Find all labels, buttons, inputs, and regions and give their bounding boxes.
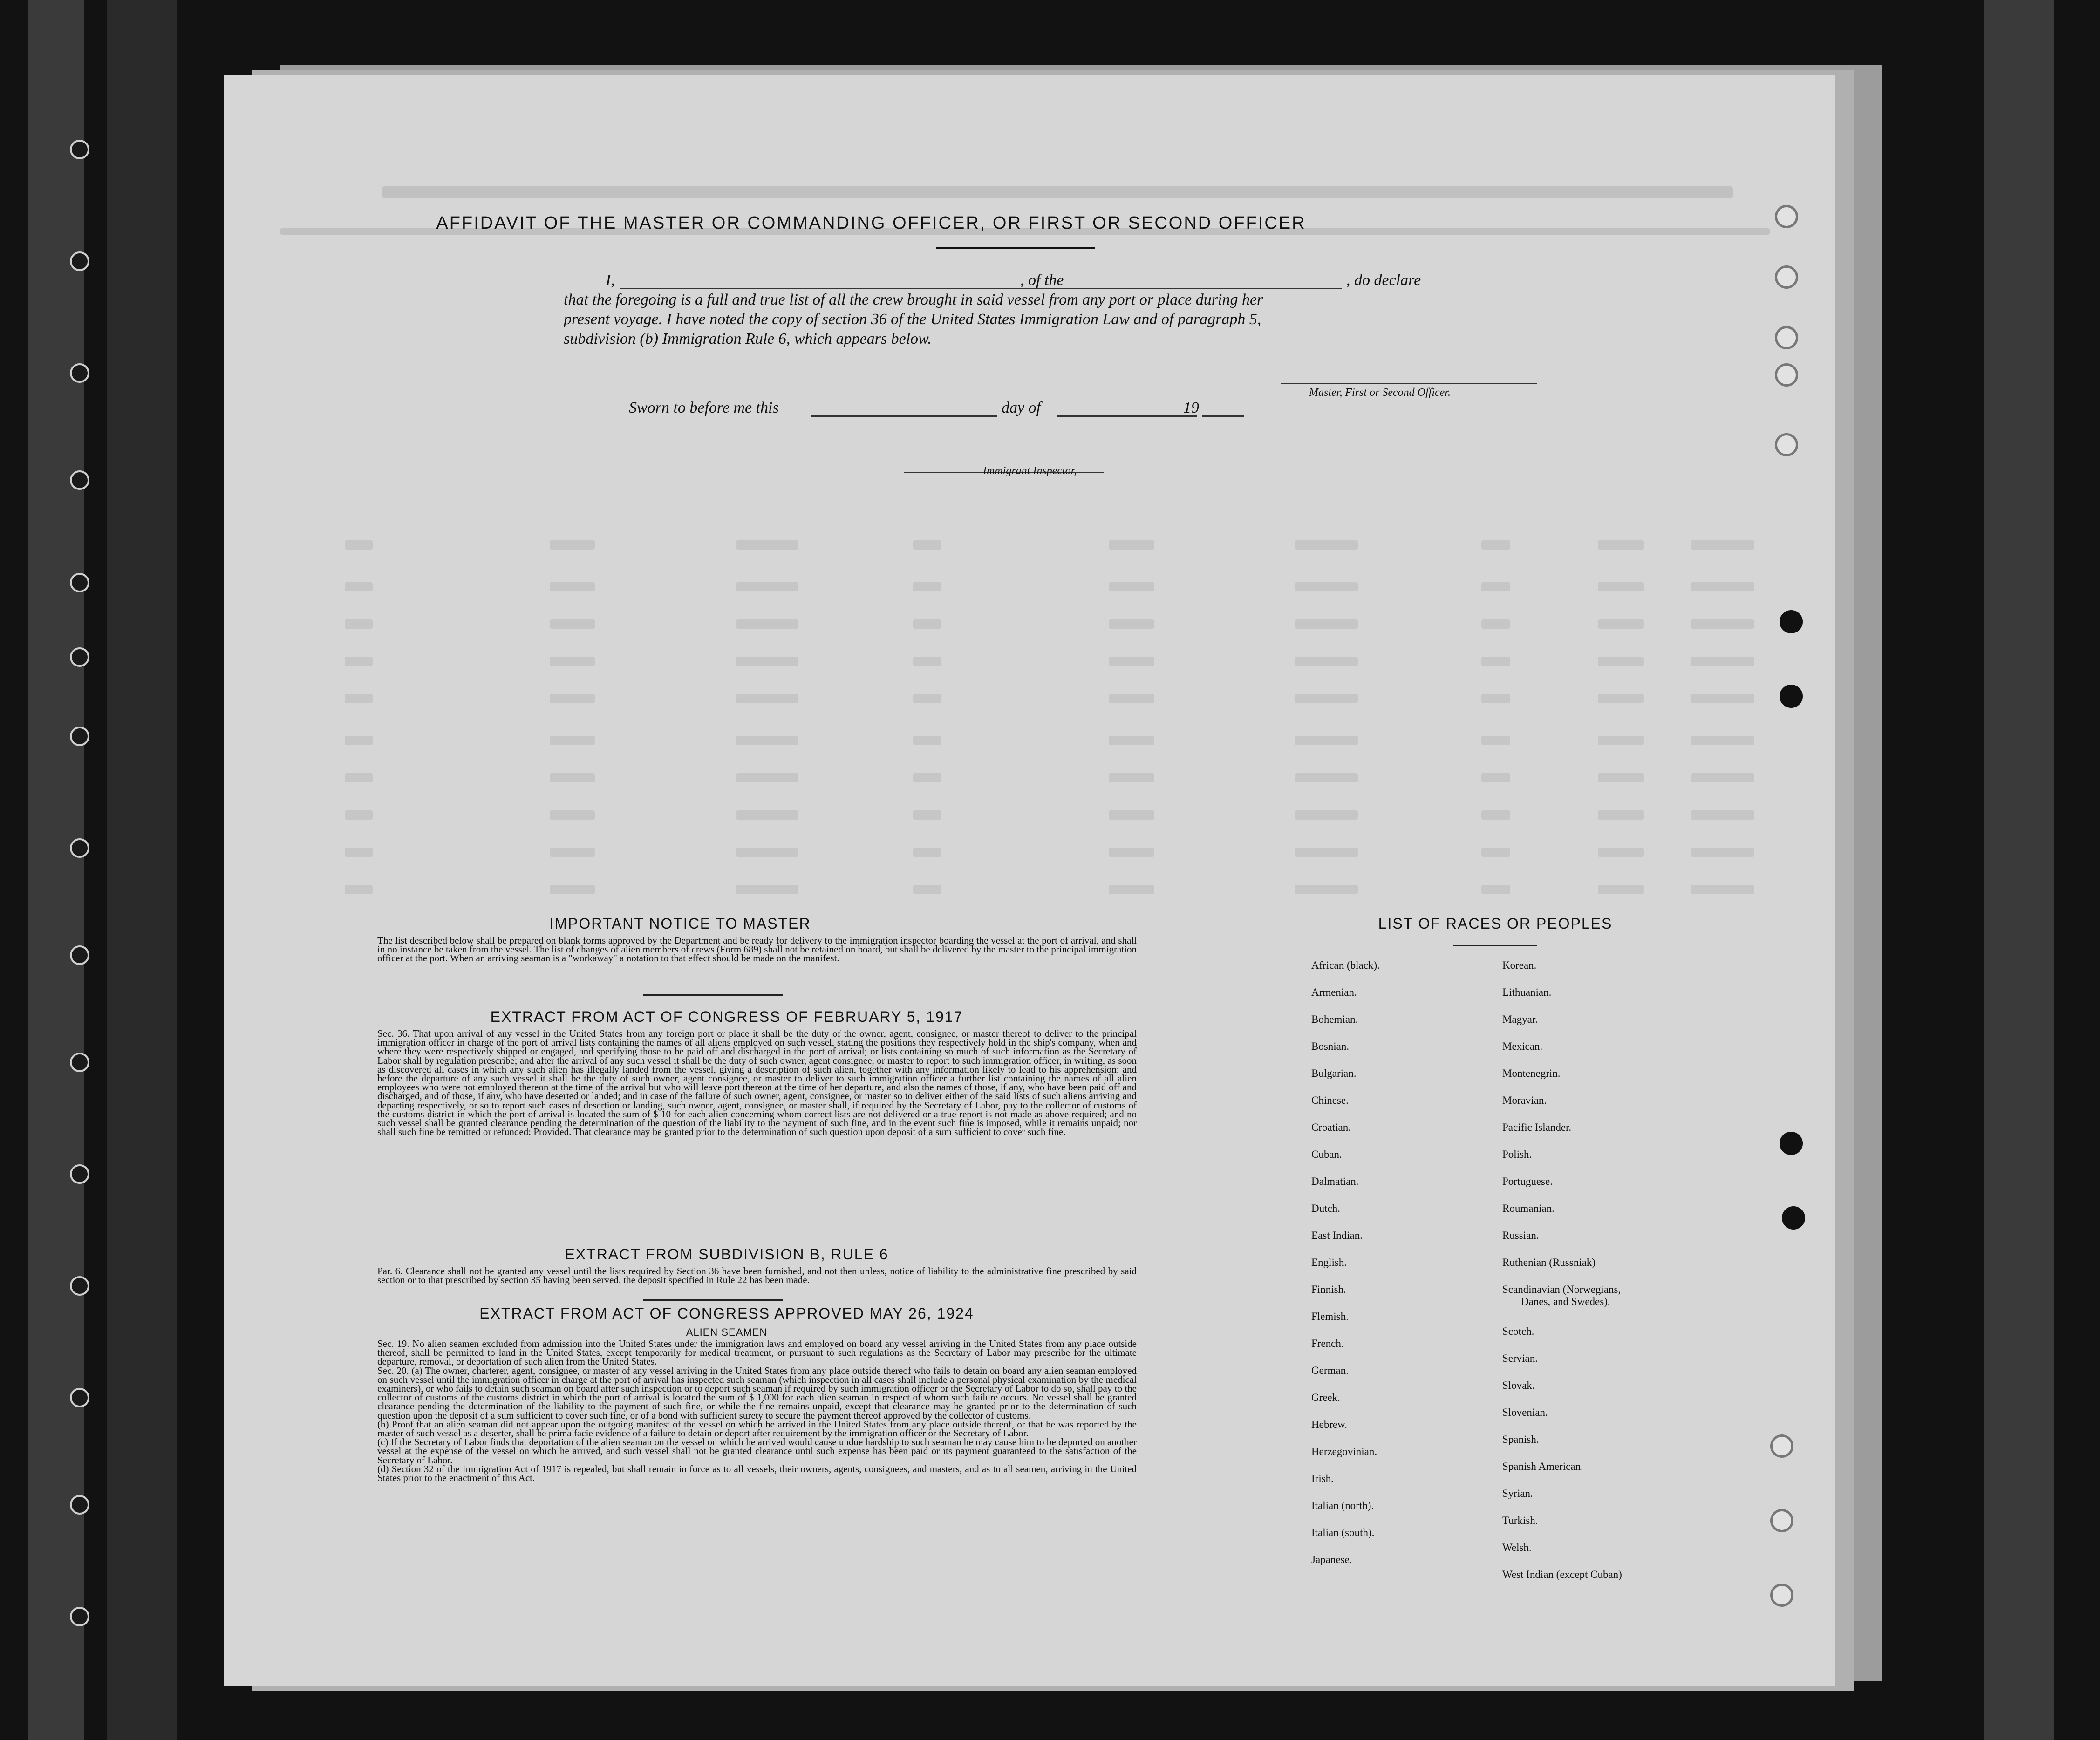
bleed-through-mark [913,694,941,703]
race-item: Dutch. [1311,1203,1340,1214]
race-item: French. [1311,1338,1344,1349]
race-item: Ruthenian (Russniak) [1502,1257,1595,1268]
notice-text: The list described below shall be prepared on blank forms approved by the Department and be ready for delivery to the immigration inspector boarding the vessel at the port of arrival, and shall in no instance be taken from the vessel. The list of changes of alien members of crews (Form 689) shall not be retained on board, but shall be delivered by the master to the principal immigration officer at the port. When an arriving seaman is a "workaway" a notation to that effect should be made on the manifest. [377,935,1137,964]
bleed-through-mark [1481,619,1510,629]
bleed-through-mark [736,694,798,703]
race-item: Irish. [1311,1473,1334,1484]
race-item: Chinese. [1311,1094,1349,1106]
binder-hole [70,945,89,965]
bleed-through-mark [913,885,941,894]
bleed-through-mark [550,773,595,782]
bleed-through-mark [1691,736,1754,745]
bleed-through-mark [1598,657,1644,666]
bleed-through-mark [345,619,373,629]
bleed-through-mark [1691,885,1754,894]
notice-rule [643,994,783,996]
page-hole [1780,1132,1803,1155]
notice-title: IMPORTANT NOTICE TO MASTER [549,915,811,932]
affidavit-declare: , do declare [1346,272,1421,289]
bleed-through-mark [1598,885,1644,894]
bleed-through-mark [1481,657,1510,666]
bleed-through-mark [1691,810,1754,820]
race-item: Turkish. [1502,1515,1538,1526]
bleed-through-mark [736,657,798,666]
page-hole [1780,685,1803,708]
race-item: Welsh. [1502,1542,1532,1553]
race-item: Scandinavian (Norwegians, [1502,1284,1621,1295]
bleed-through-mark [1109,885,1154,894]
inspector-label: Immigrant Inspector, [983,465,1077,477]
affidavit-of-the: , of the [1020,272,1064,289]
bleed-through-mark [736,540,798,550]
sworn-text: Sworn to before me this [629,399,779,416]
bleed-through-mark [550,885,595,894]
bleed-through-mark [550,694,595,703]
master-signature-line[interactable] [1281,383,1537,384]
race-item: Portuguese. [1502,1176,1553,1187]
race-item: Japanese. [1311,1554,1352,1565]
bleed-through-mark [1598,736,1644,745]
bleed-through-mark [1691,848,1754,857]
race-item: Croatian. [1311,1121,1351,1133]
bleed-through-mark [1598,694,1644,703]
race-item: Lithuanian. [1502,986,1552,998]
races-title: LIST OF RACES OR PEOPLES [1378,915,1613,932]
race-item: Russian. [1502,1230,1539,1241]
binder-hole [70,1607,89,1626]
extract-1924-title: EXTRACT FROM ACT OF CONGRESS APPROVED MAY 26, 1924 [479,1305,974,1322]
page-hole [1775,363,1798,387]
race-item: Dalmatian. [1311,1176,1359,1187]
affidavit-title: AFFIDAVIT OF THE MASTER OR COMMANDING OFFICER, OR FIRST OR SECOND OFFICER [436,213,1306,233]
sworn-year-blank[interactable] [1202,415,1244,417]
page-hole [1770,1584,1793,1607]
page-hole [1780,610,1803,633]
bleed-through-mark [1109,582,1154,591]
bleed-through-mark [345,885,373,894]
race-item: Polish. [1502,1149,1532,1160]
bleed-through-mark [1481,810,1510,820]
bleed-through-mark [345,657,373,666]
race-item: Slovenian. [1502,1407,1548,1418]
extract-1924-text: Sec. 19. No alien seamen excluded from admission into the United States under the immigration laws and employed on board any vessel arriving in the United States from any place outside thereof, shall be permitted to land in the United States, except temporarily for medical treatment, or pursuant to such regulations as the Secretary of Labor may prescribe for the ultimate departure, removal, or deportation of such alien from the United States. Sec. 20. (a) The owner, charterer, agent, consignee, or master of any vessel arriving in the United States from any place outside thereof who fails to detain on board any alien seaman employed on such vessel until the immigration officer in charge at the port of arrival has inspected such seaman (which inspection in all cases shall include a personal physical examination by the medical examiners), or who fails to detain such seaman on board after such inspection or to deport such seaman if required by such immigration officer or the Secretary of Labor to do so, shall pay to the collector of customs of the customs district in which the port of arrival is located the sum of $ 1,000 for each alien seaman in respect of whom such failure occurs. No vessel shall be granted clearance pending the determination of the liability to the payment of such fine, or while the fine remains unpaid, except that clearance may be granted prior to the determination of such question upon the deposit of a sum sufficient to cover such fine, or of a bond with sufficient surety to secure the payment thereof approved by the collector of customs. (b) Proof that an alien seaman did not appear upon the outgoing manifest of the vessel on which he arrived in the United States from any place outside thereof, or that he was reported by the master of such vessel as a deserter, shall be prima facie evidence of a failure to detain or deport after requirement by the immigration officer or the Secretary of Labor. (c) If the Secretary of Labor finds that deportation of the alien seaman on the vessel on which he arrived would cause undue hardship to such seaman he may cause him to be deported on another vessel at the expense of the vessel on which he arrived, and such vessel shall not be granted clearance until such expense has been paid or its payment guaranteed to the satisfaction of the Secretary of Labor. (d) Section 32 of the Immigration Act of 1917 is repealed, but shall remain in force as to all vessels, their owners, agents, consignees, and masters, and as to all seamen, arriving in the United States prior to the enactment of this Act. [377,1338,1137,1484]
bleed-through-mark [913,540,941,550]
bleed-through-mark [913,810,941,820]
page-hole [1770,1434,1793,1458]
binder-hole [70,1276,89,1296]
binder-hole [70,140,89,159]
bleed-through-mark [1481,540,1510,550]
rule6-rule [643,1299,783,1301]
extract-1917-title: EXTRACT FROM ACT OF CONGRESS OF FEBRUARY 5, 1917 [490,1008,963,1025]
race-item: Italian (south). [1311,1527,1375,1538]
bleed-through-mark [913,582,941,591]
bleed-through-mark [736,810,798,820]
right-binder-strip [1984,0,2054,1740]
race-item: Danes, and Swedes). [1521,1296,1610,1307]
extract-rule6-text: Par. 6. Clearance shall not be granted any vessel until the lists required by Section 36 have been furnished, and not then unless, notice of liability to the administrative fine prescribed by said section or to that prescribed by section 35 having been served. the deposit specified in Rule 22 has been made. [377,1265,1137,1286]
bleed-through-mark [1109,540,1154,550]
affidavit-line-3: present voyage. I have noted the copy of section 36 of the United States Immigration Law and of paragraph 5, [564,311,1261,328]
extract-rule6-title: EXTRACT FROM SUBDIVISION B, RULE 6 [565,1246,889,1263]
binder-hole [70,470,89,490]
bleed-through-mark [1295,694,1358,703]
bleed-through-mark [1295,810,1358,820]
bleed-through-mark [913,619,941,629]
page-hole [1770,1509,1793,1532]
race-item: Finnish. [1311,1284,1346,1295]
race-item: Spanish American. [1502,1461,1583,1472]
race-item: Servian. [1502,1353,1538,1364]
bleed-through-mark [1295,773,1358,782]
bleed-through-mark [1598,582,1644,591]
binder-hole [70,1495,89,1515]
page-hole [1775,326,1798,349]
bleed-through-mark [736,848,798,857]
bleed-through-mark [1109,848,1154,857]
bleed-through-mark [913,736,941,745]
affidavit-i: I, [606,272,615,289]
bleed-through-mark [550,736,595,745]
affidavit-line-2: that the foregoing is a full and true list of all the crew brought in said vessel from any port or place during her [564,291,1263,308]
race-item: Greek. [1311,1392,1340,1403]
race-item: Bosnian. [1311,1040,1350,1052]
bleed-through-mark [1109,773,1154,782]
bleed-through-mark [736,885,798,894]
binder-hole [70,573,89,592]
race-item: Herzegovinian. [1311,1446,1377,1457]
bleed-through-mark [550,810,595,820]
race-item: Montenegrin. [1502,1067,1561,1079]
binder-hole [70,1164,89,1184]
vessel-name-blank[interactable] [1081,288,1342,289]
year-prefix: 19 [1183,399,1199,416]
bleed-through-heading [382,186,1733,198]
page-hole [1775,433,1798,456]
extract-1924-subtitle: ALIEN SEAMEN [686,1326,768,1338]
sworn-month-blank[interactable] [1057,415,1197,417]
bleed-through-mark [1295,619,1358,629]
bleed-through-mark [345,540,373,550]
binder-hole [70,727,89,746]
master-signature-label: Master, First or Second Officer. [1309,387,1451,399]
binder-hole [70,1388,89,1407]
bleed-through-mark [1691,619,1754,629]
bleed-through-mark [1481,848,1510,857]
race-item: Scotch. [1502,1325,1534,1337]
bleed-through-mark [1598,773,1644,782]
bleed-through-mark [550,582,595,591]
bleed-through-mark [1691,694,1754,703]
bleed-through-mark [1295,582,1358,591]
affidavit-title-rule [936,247,1095,249]
race-item: Bulgarian. [1311,1067,1357,1079]
race-item: West Indian (except Cuban) [1502,1569,1622,1580]
extract-1917-text: Sec. 36. That upon arrival of any vessel in the United States from any foreign port or place it shall be the duty of the owner, agent, consignee, or master thereof to deliver to the principal immigration officer in charge of the port of arrival lists containing the names of all aliens employed on such vessel, stating the positions they respectively hold in the ship's company, when and where they were respectively shipped or engaged, and specifying those to be paid off and discharged in the port of arrival; or lists containing so much of such information as the Secretary of Labor shall by regulation prescribe; and after the arrival of any such vessel it shall be the duty of such owner, agent consignee, or master to report to such immigration officer, in writing, as soon as discovered all cases in which any such alien has illegally landed from the vessel, giving a description of such alien, together with any information likely to lead to his apprehension; and before the departure of any such vessel it shall be the duty of such owner, agent consignee, or master to deliver to such immigration officer a further list containing the names of all alien employees who were not employed thereon at the time of the arrival but who will leave port thereon at the time of her departure, and also the names of those, if any, who have been paid off and discharged, and of those, if any, who have deserted or landed; and in case of the failure of such owner, agent, consignee, or master so to deliver either of the said lists of such aliens arriving and departing respectively, or so to report such cases of desertion or landing, such owner, agent, consignee, or master shall, if required by the Secretary of Labor, pay to the collector of customs of the customs district in which the port of arrival is located the sum of $ 10 for each alien concerning whom correct lists are not delivered or a true report is not made as above required; and no such vessel shall be granted clearance pending the determination of the question of the liability to the payment of such fine, and in the event such fine is imposed, while it remains unpaid; nor shall such fine be remitted or refunded: Provided. That clearance may be granted prior to the determination of such question upon deposit of a sum sufficient to cover such fine. [377,1028,1137,1138]
bleed-through-mark [345,736,373,745]
page-hole [1775,205,1798,228]
bleed-through-mark [1481,773,1510,782]
bleed-through-mark [1295,540,1358,550]
race-item: Hebrew. [1311,1419,1348,1430]
race-item: Cuban. [1311,1149,1342,1160]
race-item: Armenian. [1311,986,1357,998]
bleed-through-mark [1295,657,1358,666]
race-item: Moravian. [1502,1094,1547,1106]
bleed-through-mark [736,773,798,782]
bleed-through-mark [550,619,595,629]
race-item: Italian (north). [1311,1500,1374,1511]
bleed-through-mark [345,810,373,820]
bleed-through-mark [913,848,941,857]
race-item: Spanish. [1502,1434,1539,1445]
bleed-through-mark [1481,694,1510,703]
bleed-through-mark [1481,582,1510,591]
bleed-through-mark [550,657,595,666]
bleed-through-mark [345,848,373,857]
bleed-through-mark [1598,848,1644,857]
race-item: Pacific Islander. [1502,1121,1572,1133]
bleed-through-mark [1109,619,1154,629]
manifest-page [224,75,1835,1686]
sworn-day-blank[interactable] [811,415,997,417]
bleed-through-mark [1598,810,1644,820]
race-item: Slovak. [1502,1380,1535,1391]
binder-hole [70,1053,89,1072]
race-item: Korean. [1502,959,1537,971]
bleed-through-mark [1295,736,1358,745]
bleed-through-mark [736,619,798,629]
bleed-through-mark [1481,885,1510,894]
binder-hole [70,251,89,271]
binder-hole [70,838,89,858]
bleed-through-mark [345,773,373,782]
binder-hole [70,363,89,383]
race-item: English. [1311,1257,1347,1268]
day-of-text: day of [1002,399,1041,416]
bleed-through-mark [345,582,373,591]
bleed-through-mark [1481,736,1510,745]
bleed-through-mark [1295,885,1358,894]
affidavit-line-4: subdivision (b) Immigration Rule 6, which appears below. [564,330,932,347]
page-hole [1775,265,1798,289]
races-rule [1453,945,1537,946]
race-item: Flemish. [1311,1311,1349,1322]
left-binder-strip-inner [107,0,177,1740]
bleed-through-mark [913,657,941,666]
bleed-through-mark [1109,810,1154,820]
bleed-through-mark [345,694,373,703]
bleed-through-mark [550,540,595,550]
bleed-through-mark [1691,657,1754,666]
race-item: Magyar. [1502,1013,1538,1025]
race-item: Roumanian. [1502,1203,1555,1214]
bleed-through-mark [1109,694,1154,703]
race-item: Bohemian. [1311,1013,1358,1025]
race-item: Syrian. [1502,1488,1533,1499]
page-hole [1782,1206,1805,1230]
bleed-through-mark [1691,540,1754,550]
race-item: German. [1311,1365,1349,1376]
race-item: Mexican. [1502,1040,1543,1052]
bleed-through-mark [913,773,941,782]
race-item: East Indian. [1311,1230,1363,1241]
bleed-through-mark [550,848,595,857]
binder-hole [70,647,89,667]
bleed-through-mark [1109,736,1154,745]
bleed-through-mark [736,736,798,745]
race-item: African (black). [1311,959,1380,971]
bleed-through-mark [1295,848,1358,857]
bleed-through-mark [1691,582,1754,591]
bleed-through-mark [1598,540,1644,550]
bleed-through-mark [736,582,798,591]
bleed-through-mark [1598,619,1644,629]
bleed-through-mark [1109,657,1154,666]
bleed-through-mark [1691,773,1754,782]
